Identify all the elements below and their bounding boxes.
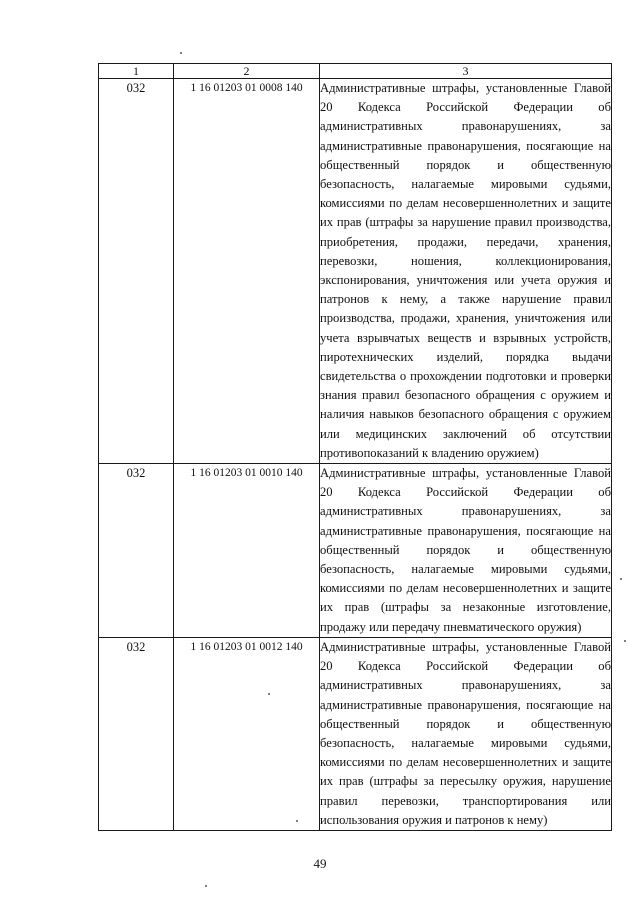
fines-table bbox=[98, 63, 612, 831]
column-header-1: 1 bbox=[99, 64, 174, 79]
description-cell: Административные штрафы, установленные Главой 20 Кодекса Российской Федерации об административных правонарушениях, за административные правонарушения, посягающие на общественный порядок и общественную безопасность, налагаемые мировыми судьями, комиссиями по делам несовершеннолетних и защите их прав (штрафы за незаконные изготовление, продажу или передачу пневматического оружия) bbox=[320, 464, 612, 638]
admin-code-cell: 032 bbox=[99, 79, 174, 464]
table-row bbox=[99, 637, 612, 830]
scan-speck bbox=[180, 52, 182, 54]
admin-code-cell: 032 bbox=[99, 637, 174, 830]
scan-speck bbox=[624, 640, 626, 642]
kbk-code-cell: 1 16 01203 01 0010 140 bbox=[174, 464, 320, 638]
table-header-row bbox=[99, 64, 612, 79]
kbk-code-cell: 1 16 01203 01 0012 140 bbox=[174, 637, 320, 830]
scan-speck bbox=[620, 578, 622, 580]
scan-speck bbox=[296, 820, 298, 822]
description-cell: Административные штрафы, установленные Главой 20 Кодекса Российской Федерации об административных правонарушениях, за административные правонарушения, посягающие на общественный порядок и общественную безопасность, налагаемые мировыми судьями, комиссиями по делам несовершеннолетних и защите их прав (штрафы за нарушение правил производства, приобретения, продажи, передачи, хранения, перевозки, ношения, коллекционирования, экспонирования, уничтожения или учета оружия и патронов к нему, а также нарушение правил производства, продажи, хранения, уничтожения или учета взрывчатых веществ и взрывных устройств, пиротехнических изделий, порядка выдачи свидетельства о прохождении подготовки и проверки знания правил безопасного обращения с оружием и наличия навыков безопасного обращения с оружием или медицинских заключений об отсутствии противопоказаний к владению оружием) bbox=[320, 79, 612, 464]
admin-code-cell: 032 bbox=[99, 464, 174, 638]
kbk-code-cell: 1 16 01203 01 0008 140 bbox=[174, 79, 320, 464]
description-cell: Административные штрафы, установленные Главой 20 Кодекса Российской Федерации об административных правонарушениях, за административные правонарушения, посягающие на общественный порядок и общественную безопасность, налагаемые мировыми судьями, комиссиями по делам несовершеннолетних и защите их прав (штрафы за пересылку оружия, нарушение правил перевозки, транспортирования или использования оружия и патронов к нему) bbox=[320, 637, 612, 830]
column-header-2: 2 bbox=[174, 64, 320, 79]
table-row bbox=[99, 79, 612, 464]
table-row bbox=[99, 464, 612, 638]
column-header-3: 3 bbox=[320, 64, 612, 79]
page-number: 49 bbox=[313, 856, 327, 871]
scan-speck bbox=[205, 885, 207, 887]
scan-speck bbox=[268, 693, 270, 695]
